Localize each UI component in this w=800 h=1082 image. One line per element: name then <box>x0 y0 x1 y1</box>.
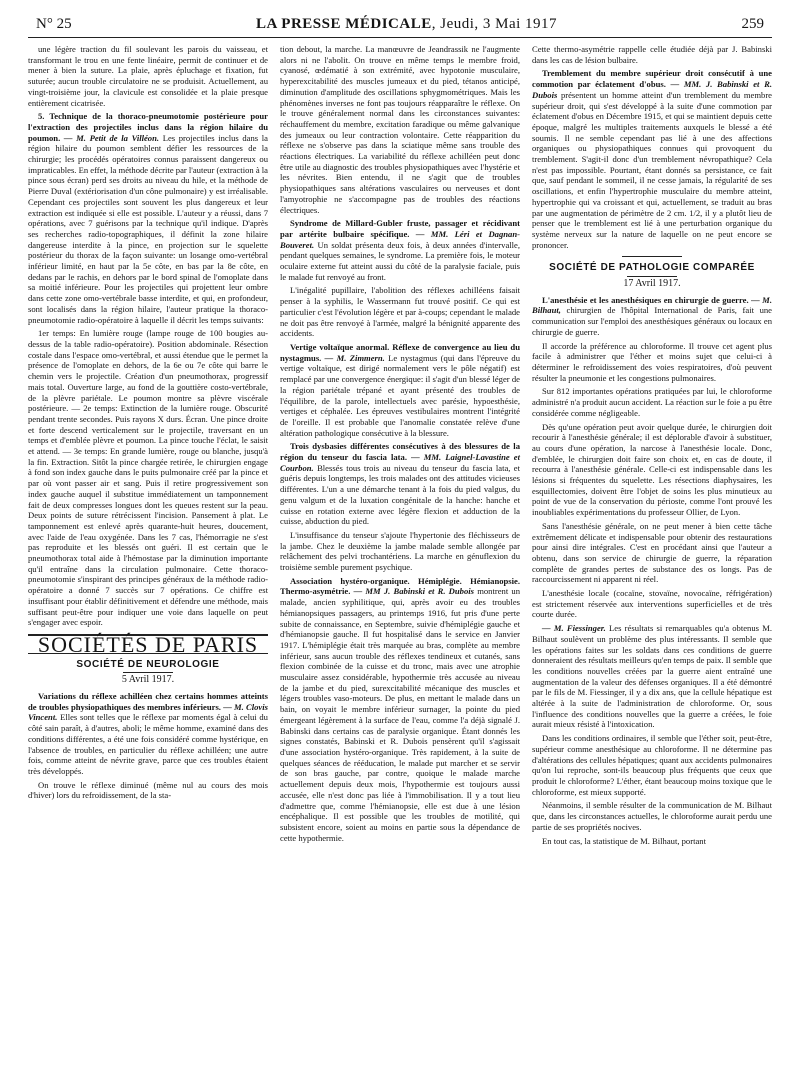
article-b1 <box>532 295 772 338</box>
paragraph: tion debout, la marche. La manœuvre de Jeandrassik ne l'augmente alors ni ne l'abolit. On trouve en même temps le membre froid, cyanosé, œdématié à son extrémité, avec hypotonie musculaire, hyperexcitabilité des muscles jumeaux et du pied, tétanos anticipé, diminution d'amplitude des oscillations sphygmométriques. Mais les phénomènes inverses ne font pas toujours réapparaître le réflexe. On le trouve généralement normal dans les circonstances suivantes: réchauffement du membre, excitation faradique ou même galvanique des jumeaux ou leur contraction volontaire. Cette réapparition du réflexe ne s'observe pas dans la sciatique même sans trouble des réactions électriques. La variabilité du réflexe achilléen peut donc être utile au diagnostic des troubles physiopathiques avec l'hystérie et les névrites. Bien entendu, il ne s'agit que de troubles physiopathiques sans altérations vasculaires ou nerveuses et dont l'amyotrophie ne s'accompagne pas de troubles des réactions électriques. <box>280 44 520 215</box>
paragraph: On trouve le réflexe diminué (même nul au cours des mois d'hiver) lors du refroidissement, de la sta- <box>28 779 268 801</box>
paragraph: Sans l'anesthésie générale, on ne peut mener à bien cette tâche extrêmement délicate et indispensable pour obtenir des restaurations pour ainsi dire intégrales. C'est en procédant ainsi que l'auteur a obtenu, dans son service de chirurgie de guerre, la réparation complète de grandes pertes de substance des os longs. Pas de raccourcissement ni apparent ni réel. <box>532 520 772 585</box>
column-1 <box>28 44 268 849</box>
column-3 <box>532 44 772 849</box>
three-columns <box>28 44 772 849</box>
section-heading: SOCIÉTÉ DE NEUROLOGIE <box>76 658 220 670</box>
article-title: Variations du réflexe achilléen chez certains hommes atteints de troubles physiopathiques des membres inférieurs. <box>28 691 268 712</box>
article-text: Un soldat présenta deux fois, à deux années d'intervalle, pendant quelques semaines, le syndrome. La première fois, le moteur oculaire externe fut atteint aussi du côté de la paralysie faciale, puis le malade fut renvoyé au front. <box>280 239 521 282</box>
article-author: — MM. Laignel-Lavastine et Courbon. <box>280 452 521 473</box>
header-rule <box>28 37 772 38</box>
article-title: L'anesthésie et les anesthésiques en chirurgie de guerre. <box>542 294 749 305</box>
article-author: — M. Fiessinger. <box>542 623 606 634</box>
paragraph: 1er temps: En lumière rouge (lampe rouge de 100 bougies au-dessus de la table radio-opératoire). Position abdominale. Résection costale dans l'espace omo-vertébral, et aussi étendue que le permet la présence de l'omoplate en dehors, de la 6e ou 7e côte qui barre le chemin vers le projectile. Création d'un pneumothorax, progressif mais total. Ouverture large, au fond de la gouttière costo-vertébrale, de la plèvre pariétale. Le poumon montre sa plèvre viscérale postérieure. — 2e temps: Extinction de la lumière rouge. Obscurité pendant trente secondes. Puis rayons X durs. Écran. Une pince droite et forte descend verticalement sur le projectile, traversant en un temps et d'emblée plèvre et poumon. La pince touche l'éclat, le saisit et attend. — 3e temps: En grande lumière, rouge ou blanche, jusqu'à la fin. Extraction. Sitôt la pince chargée retirée, le chirurgien engage à fond son index gauche dans le puits pulmonaire créé par la pince et par où vont passer air et sang. Puis il retire progressivement son index gauche auquel il substitue immédiatement un tamponnement fait de deux compresses longues dont les queues restent sur la peau. Deux points de suture rétrécissent l'incision. Pansement à plat. Le tamponnement est enlevé après quarante-huit heures, doucement, avec l'aide de l'eau oxygénée. Dans les 7 cas, l'hémorragie ne s'est pas reproduite et les blessés ont guéri. Il est certain que le pneumothorax total aide à l'hémostase par la diminution importante qu'il entraîne dans la circulation pulmonaire. Cette thoraco-pneumotomie s'inspirant des principes généraux de la méthode radio-opératoire a donné 7 succès sur 7 opérations. Ce chiffre est insuffisant pour établir définitivement et défendre une méthode, mais suffisant peut-être pour indiquer une voie dans laquelle on peut s'engager avec espoir. <box>28 328 268 628</box>
issue-date: , Jeudi, 3 Mai 1917 <box>431 16 558 32</box>
article-author: — MM J. Babinski et R. Dubois <box>353 586 474 597</box>
paragraph: L'inégalité pupillaire, l'abolition des réflexes achilléens faisait penser à la syphilis, le Wassermann fut trouvé positif. Ce qui est particulier c'est l'évolution légère et par à-coups; cependant le malade ne doit pas être renvoyé à l'armée, malgré la bénignité apparente des accidents. <box>280 285 520 339</box>
paragraph: une légère traction du fil soulevant les parois du vaisseau, et transformant le trou en une fente linéaire, permit de continuer et de mener à bien la suture. La plaie, après épluchage et fixation, fut suturée; aucun trouble circulatoire ne se produisit. Actuellement, au vingt-troisième jour, la clavicule est consolidée et la plaie presque entièrement cicatrisée. <box>28 44 268 108</box>
section-heading: SOCIÉTÉ DE PATHOLOGIE COMPARÉE <box>549 262 755 274</box>
article-title: Trois dysbasies différentes consécutives à des blessures de la région du tenseur du fascia lata. <box>280 441 520 463</box>
article-a4 <box>280 441 520 527</box>
journal-name: LA PRESSE MÉDICALE <box>256 16 432 32</box>
paragraph: Cette thermo-asymétrie rappelle celle étudiée déjà par J. Babinski dans les cas de lésion bulbaire. <box>532 44 772 65</box>
divider <box>622 256 682 257</box>
paragraph: L'insuffisance du tenseur s'ajoute l'hypertonie des fléchisseurs de la jambe. Chez le deuxième la jambe malade semble allongée par relâchement des pelvi trochantériens. La marche en génuflexion du troisième semble purement psychique. <box>280 529 520 573</box>
article-a1 <box>28 691 268 777</box>
article-text: présentent un homme atteint d'un tremblement du membre supérieur droit, qui s'est développé à la suite d'une commotion par éclatement d'obus en Décembre 1915, et qui se maintient depuis cette époque, malgré les multiples traitements auxquels le blessé a été soumis. Il ne semble cependant pas lié à une des affections organiques ou physiopathiques connues qui provoquent du tremblement. S'agit-il donc d'un tremblement névropathique? Cela n'est pas impossible. Pourtant, étant donnés sa persistance, ce fait que, sauf pendant le sommeil, il ne cesse jamais, la régularité de ses oscillations, et enfin l'hypertrophie musculaire du membre atteint, hypertrophie qui va croissant et qui, actuellement, se traduit au bras par une augmentation de périmètre de 2 cm. 1/2, il y a plutôt lieu de penser que le tremblement est lié à une perturbation organique du système nerveux sur la nature de laquelle on ne peut encore se prononcer. <box>532 89 772 250</box>
paragraph: Sur 812 importantes opérations pratiquées par lui, le chloroforme administré n'a produit aucun accident. La réaction sur le foie a pu être considérée comme négligeable. <box>532 386 772 418</box>
divider <box>627 276 677 277</box>
article-title: Syndrome de Millard-Gubler fruste, passager et récidivant par artérite bulbaire spécifique. <box>280 218 520 239</box>
article-text: Le nystagmus (qui dans l'épreuve du vertige voltaïque, est dirigé normalement vers le pôle négatif) est remplacé par une convergence énergique: il s'agit d'un blessé léger de la région pariétale trépané et ayant présenté des troubles de l'équilibre, de la parole, intellectuels avec parésie, hypoesthésie, vertiges et céphalée. Les épreuves vestibulaires montrent l'intégrité de l'oreille. Il est probable que l'anomalie constatée relève d'une altération pathologique consécutive à la blessure. <box>280 352 520 438</box>
page-header <box>28 16 772 37</box>
paragraph: Il accorde la préférence au chloroforme. Il trouve cet agent plus facile à administrer que l'éther et moins sujet que celui-ci à déterminer le refroidissement des voies respiratoires, d'où peuvent résulter la pneumonie et les congestions pulmonaires. <box>532 340 772 383</box>
article-text: montrent un malade, ancien syphilitique, qui, après avoir eu des troubles hémianopsiques passagers, au printemps 1916, fut pris d'une perte subite de connaissance, en Septembre, suivie d'hémiplégie gauche et d'hémianopsie gauche. Il fut hospitalisé dans le service en Janvier 1917. L'hémiplégie était très marquée au bras, complète au membre inférieur, sans aucun trouble des réflexes tendineux et cutanés, sans flexion combinée de la cuisse et du tronc, mais avec une atrophie musculaire assez considérable, hypothermie très accusée au niveau de la jambe et du pied, surexcitabilité mécanique des muscles et légers troubles vaso-moteurs. De plus, en mettant le malade dans un bain, on voyait le membre inférieur surnager, la pointe du pied émergeant légèrement à la surface de l'eau, comme l'a déjà signalé J. Babinski dans certains cas de paralysie organique. Étant donnés les signes constatés, Babinski et R. Dubois pensèrent qu'il s'agissait d'une association hystéro-organique. Très rapidement, à la suite de quelques séances de rééducation, le malade put marcher et se servir de son bras gauche, par contre, quoique le malade marche actuellement depuis deux mois, l'hypothermie est toujours aussi accusée, elle n'est donc pas liée à l'immobilisation. Il y a tout lieu d'admettre que, comme l'hémianopsie, elle est due à une lésion encéphalique. Il est possible que les troubles de motilité, qui subsistent encore, soient au moins en partie sous la dépendance de cette hypothermie. <box>280 586 520 843</box>
article-a2 <box>280 218 520 282</box>
paragraph: L'anesthésie locale (cocaïne, stovaïne, novocaïne, réfrigération) est strictement réservée aux interventions superficielles et de très courte durée. <box>532 588 772 620</box>
session-date: 17 Avril 1917. <box>623 278 681 290</box>
journal-title <box>256 16 557 33</box>
section-heading-main: SOCIÉTÉS DE PARIS <box>28 634 268 654</box>
article-text: Les projectiles inclus dans la région hilaire du poumon semblent défier les ressources de la chirurgie; les procédés opératoires connus paraissent dangereux ou impraticables. En effet, la méthode décrite par l'auteur (extraction à la pince sous écran) perd ses droits au niveau du hile, et la méthode de Pierre Duval (extériorisation d'un cône pulmonaire) y est irréalisable. Cependant ces projectiles sont souvent les plus dangereux et leur extraction est indiquée si elle est possible. L'auteur y a réussi, dans 7 opérations, avec 7 guérisons par la technique qu'il indique. D'après ses recherches radio-topographiques, il définit la zone hilaire dangereuse interdite à la pince, en projection sur le squelette postérieur du thorax de la façon suivante: un losange omo-vertébral inférieur limité, en haut par la 5e côte, en bas par la 8e côte, en dedans par le rachis, en dehors par le bord spinal de l'omoplate dans sa moitié inférieure. Pour les projectiles qui projettent leur ombre dans cette zone omo-vertébrale basse interdite, et qui, en profondeur, sont localisés dans la région hilaire, l'auteur pratique la thoraco-pneumotomie radio-opératoire à laquelle il décrit les temps suivants: <box>28 132 268 325</box>
divider <box>123 672 173 673</box>
paragraph: Dans les conditions ordinaires, il semble que l'éther soit, peut-être, supérieur comme anesthésique au chloroforme. Il ne détermine pas d'altérations des cellules hépatiques; quant aux accidents pulmonaires qu'on lui reproche, sont-ils beaucoup plus fréquents que ceux que produit le chloroforme? L'éther, étant beaucoup moins toxique que le chloroforme, est mieux supporté. <box>532 733 772 797</box>
article-author: — M. Zimmern. <box>324 352 385 363</box>
article-author: — MM. Léri et Dagnan-Bouveret. <box>280 228 520 250</box>
paragraph: En tout cas, la statistique de M. Bilhaut, portant <box>542 835 706 846</box>
article-item5 <box>28 111 268 325</box>
article-title: Association hystéro-organique. Hémiplégie. Hémianopsie. Thermo-asymétrie. <box>280 575 520 597</box>
column-2 <box>280 44 520 849</box>
article-author: — M. Bilhaut, <box>532 294 772 316</box>
article-a5 <box>280 576 520 844</box>
paragraph: Dès qu'une opération peut avoir quelque durée, le chirurgien doit recourir à l'anesthésie générale; il est déplorable d'avoir à substituer, au cours d'une opération, la narcose à l'anesthésie locale. Donc, d'emblée, le chirurgien doit faire son choix et, en cas de doute, il recourra à l'anesthésie générale. Celle-ci est indispensable dans les lésions si fréquentes du squelette. Les résections diaphysaires, les esquillectomies, doivent être l'objet de soins les plus minutieux au point de vue de la conservation du périoste, comme l'ont prouvé les inoubliables expérimentations du professeur Ollier, de Lyon. <box>532 421 772 518</box>
article-a3 <box>280 342 520 438</box>
article-author: — M. Petit de la Villéon. <box>63 132 160 143</box>
article-text: Elles sont telles que le réflexe par moments égal à celui du côté sain paraît, à d'autres, aboli; le même homme, examiné dans des conditions différentes, a été une fois considéré comme hystérique, en l'absence de troubles, en particulier du réflexe achilléen; une autre fois, comme atteint de névrite grave, parce que ces troubles étaient très développés. <box>28 712 268 776</box>
article-text: chirurgien de l'hôpital International de Paris, fait une communication sur l'emploi des anesthésiques généraux ou locaux en chirurgie de guerre. <box>532 305 772 337</box>
issue-number: N° 25 <box>36 16 72 32</box>
article-title: 5. Technique de la thoraco-pneumotomie postérieure pour l'extraction des projectiles inclus dans la région hilaire du poumon. <box>28 111 268 143</box>
article-title: Tremblement du membre supérieur droit consécutif à une commotion par éclatement d'obus. <box>532 68 772 90</box>
article-title: Vertige voltaïque anormal. Réflexe de convergence au lieu du nystagmus. <box>280 341 520 363</box>
paragraph: Néanmoins, il semble résulter de la communication de M. Bilhaut que, dans les circonstances actuelles, le chloroforme aurait perdu une partie de ses propriétés nocives. <box>532 800 772 832</box>
article-text: Blessés tous trois au niveau du tenseur du fascia lata, et guéris depuis longtemps, les trois malades ont des attitudes vicieuses différentes. L'un a une démarche tenant à la fois du pied valgus, du genu valgum et de la luxation congénitale de la hanche: hanche et cuisse en rotation externe avec légère flexion et adduction de la cuisse, abduction du pied. <box>280 462 520 527</box>
page-number: 259 <box>741 16 764 32</box>
article-author: — M. Clovis Vincent. <box>28 701 268 723</box>
article-text: Les résultats si remarquables qu'a obtenus M. Bilhaut soulèvent un problème des plus intéressants. Il semble que les opérations faites sur les soldats dans ces conditions de guerre donneraient des résultats meilleurs qu'en temps de paix. Il semble que les conditions nouvelles créées par la guerre aient entraîné une augmentation de la valeur des défenses organiques. Il a été démontré par le fils de M. Fiessinger, il y a dix ans, que la cellule hépatique est altérée à la suite de l'administration de chloroforme. Or, sous l'influence des conditions nouvelles que la guerre a créées, le foie aurait mieux résisté à l'intoxication. <box>532 623 772 730</box>
session-date: 5 Avril 1917. <box>121 674 175 686</box>
article-author: — MM. J. Babinski et R. Dubois <box>532 79 772 100</box>
article-a6 <box>532 68 772 250</box>
article-b2 <box>532 623 772 730</box>
